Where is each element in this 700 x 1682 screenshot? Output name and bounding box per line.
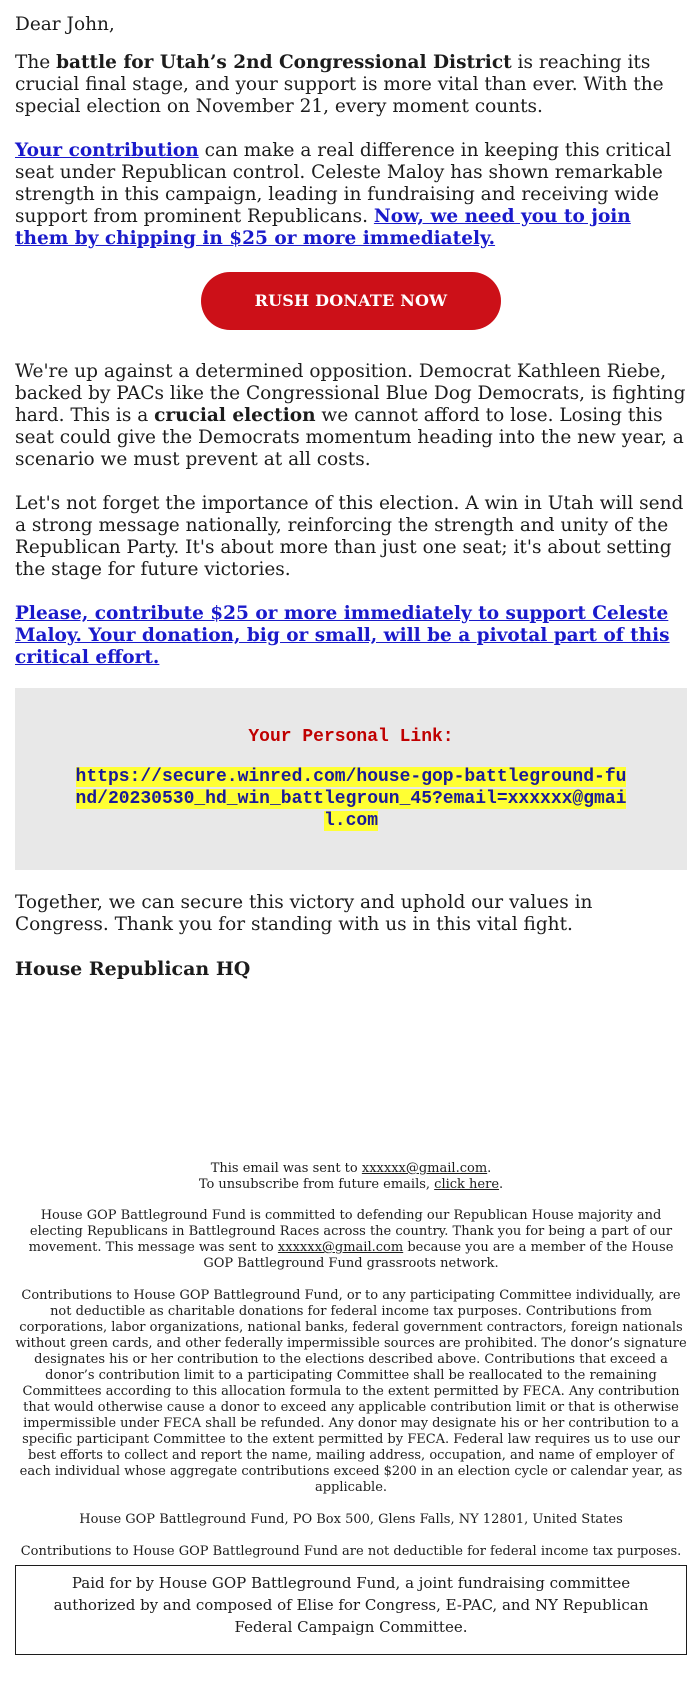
paragraph-battle	[15, 52, 687, 118]
paragraph-opposition	[15, 361, 687, 471]
paragraph-importance: Let's not forget the importance of this election. A win in Utah will send a strong message nationally, reinforcing the strength and unity of the Republican Party. It's about more than just one seat; it's about setting the stage for future victories.	[15, 493, 684, 580]
personal-link-url[interactable]	[71, 766, 631, 832]
email-footer	[15, 1161, 687, 1576]
contribute-25-link[interactable]: Please, contribute $25 or more immediately to support Celeste Maloy. Your donation, big or small, will be a pivotal part of this critical effort.	[15, 603, 670, 668]
greeting: Dear John,	[15, 14, 115, 35]
email-body	[15, 14, 687, 980]
personal-link-box	[15, 688, 687, 870]
paragraph-opposition-post: we cannot afford to lose. Losing this seat could give the Democrats momentum heading into the new year, a scenario we must prevent at all costs.	[15, 405, 684, 470]
donate-button-wrap	[15, 272, 687, 330]
footer-committed-pre: House GOP Battleground Fund is committed to defending our Republican House majority and electing Republicans in Battleground Races across the country. Thank you for being a part of our movement. This message was sent to	[28, 1208, 673, 1255]
footer-address: House GOP Battleground Fund, PO Box 500, Glens Falls, NY 12801, United States	[79, 1512, 623, 1527]
footer-sent-to-pre: This email was sent to	[210, 1161, 362, 1176]
paragraph-contribute-link	[15, 603, 687, 669]
chip-in-link[interactable]: Now, we need you to join them by chipping in $25 or more immediately.	[15, 206, 631, 249]
footer-committed-email-link[interactable]: xxxxxx@gmail.com	[277, 1240, 404, 1255]
footer-committed-post: because you are a member of the House GOP Battleground Fund grassroots network.	[203, 1240, 674, 1271]
footer-legal: Contributions to House GOP Battleground Fund, or to any participating Committee individually, are not deductible as charitable donations for federal income tax purposes. Contributions from corporations, labor organizations, national banks, federal government contractors, foreign nationals without green cards, and other federally impermissible sources are prohibited. The donor’s signature designates his or her contribution to the elections described above. Contributions that exceed a donor’s contribution limit to a participating Committee shall be reallocated to the remaining Committees according to this allocation formula to the extent permitted by FECA. Any contribution that would otherwise cause a donor to exceed any applicable contribution limit or that is otherwise impermissible under FECA shall be refunded. Any donor may designate his or her contribution to a specific participant Committee to the extent permitted by FECA. Federal law requires us to use our best efforts to collect and report the name, mailing address, occupation, and name of employer of each individual whose aggregate contributions exceed $200 in an election cycle or calendar year, as applicable.	[15, 1288, 687, 1495]
footer-unsub-post: .	[499, 1177, 504, 1192]
paragraph-together: Together, we can secure this victory and uphold our values in Congress. Thank you for standing with us in this vital fight.	[15, 892, 593, 935]
paragraph-opposition-pre: We're up against a determined opposition. Democrat Kathleen Riebe, backed by PACs like the Congressional Blue Dog Democrats, is fighting hard. This is a	[15, 361, 686, 426]
paragraph-battle-post: is reaching its crucial final stage, and your support is more vital than ever. With the special election on November 21, every moment counts.	[15, 52, 664, 117]
footer-sent-to-email-link[interactable]: xxxxxx@gmail.com	[361, 1161, 488, 1176]
paid-for-box: Paid for by House GOP Battleground Fund, a joint fundraising committee authorized by and composed of Elise for Congress, E-PAC, and NY Republican Federal Campaign Committee.	[15, 1565, 687, 1655]
footer-sent-to-post: .	[487, 1161, 492, 1176]
personal-link-label: Your Personal Link:	[248, 727, 454, 747]
personal-link-url-text[interactable]: https://secure.winred.com/house-gop-battleground-fund/20230530_hd_win_battlegroun_45?email=xxxxxx@gmail.com	[75, 767, 627, 831]
paragraph-opposition-bold: crucial election	[154, 405, 316, 426]
footer-not-deductible: Contributions to House GOP Battleground Fund are not deductible for federal income tax purposes.	[20, 1544, 682, 1559]
paragraph-battle-bold: battle for Utah’s 2nd Congressional District	[56, 52, 512, 73]
footer-unsub-pre: To unsubscribe from future emails,	[198, 1177, 435, 1192]
rush-donate-button[interactable]: RUSH DONATE NOW	[201, 272, 501, 330]
paragraph-contribution-mid: can make a real difference in keeping this critical seat under Republican control. Celeste Maloy has shown remarkable strength in this campaign, leading in fundraising and receiving wide support from prominent Republicans.	[15, 140, 672, 227]
unsubscribe-link[interactable]: click here	[434, 1177, 500, 1192]
paragraph-battle-pre: The	[15, 52, 57, 73]
footer-committed	[15, 1208, 687, 1272]
paragraph-contribution	[15, 140, 687, 250]
your-contribution-link[interactable]: Your contribution	[15, 140, 199, 161]
signature: House Republican HQ	[15, 958, 251, 980]
footer-sent-unsub	[15, 1161, 687, 1193]
